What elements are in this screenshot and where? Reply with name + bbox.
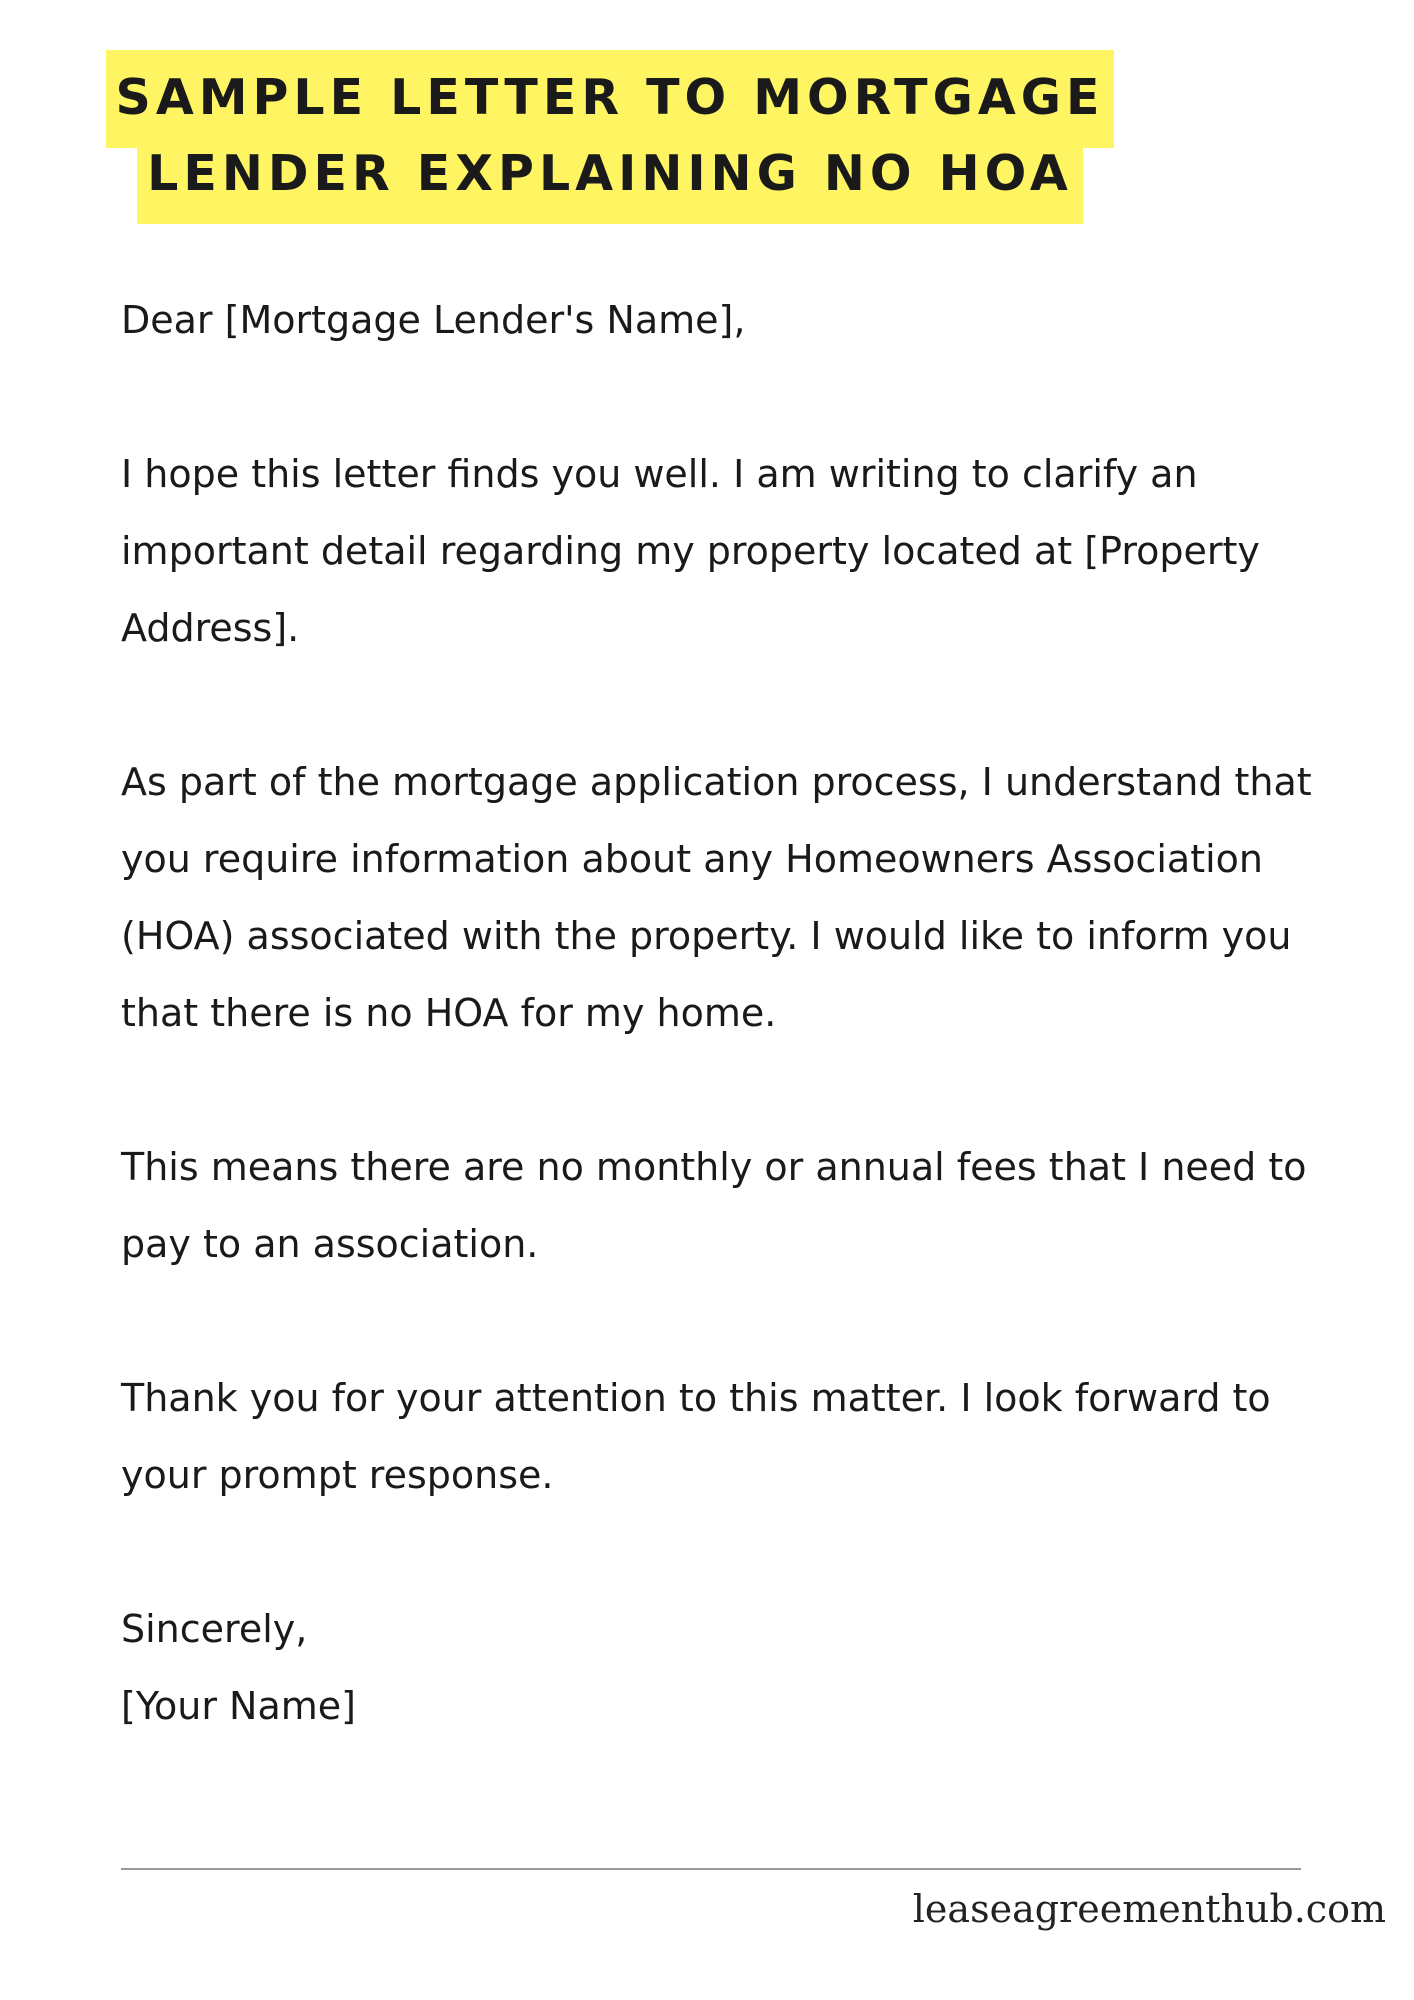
salutation: Dear [Mortgage Lender's Name], xyxy=(121,298,746,342)
paragraph-fees: This means there are no monthly or annual fees that I need to pay to an association. xyxy=(121,1145,1307,1266)
paragraph-intro: I hope this letter finds you well. I am writing to clarify an important detail regarding my property located at [Property Address]. xyxy=(121,452,1260,650)
paragraph-hoa-info: As part of the mortgage application process, I understand that you require information about any Homeowners Association (HOA) associated with the property. I would like to inform you that there is no HOA for my home. xyxy=(121,760,1312,1035)
footer-divider xyxy=(121,1868,1301,1870)
paragraph-thanks: Thank you for your attention to this matter. I look forward to your prompt response. xyxy=(121,1376,1271,1497)
signature-placeholder: [Your Name] xyxy=(121,1684,356,1728)
title-line-2-text: LENDER EXPLAINING NO HOA xyxy=(137,126,1083,224)
closing: Sincerely, xyxy=(121,1607,308,1651)
title-line-1-text: SAMPLE LETTER TO MORTGAGE xyxy=(106,50,1115,148)
letter-body xyxy=(121,282,1351,1745)
title-line-2 xyxy=(0,126,1220,224)
footer-brand: leaseagreementhub.com xyxy=(912,1887,1386,1931)
